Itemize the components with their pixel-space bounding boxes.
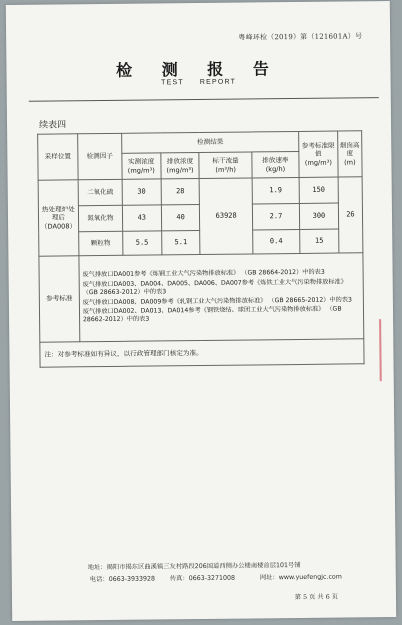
subtitle-word-test: TEST — [161, 79, 184, 87]
emission-cell: 40 — [161, 205, 200, 231]
factor-cell: 氮氧化物 — [78, 205, 122, 231]
header-stack-height-unit: (m) — [344, 157, 356, 167]
page-title: 检 测 报 告 — [116, 59, 281, 80]
header-measured-unit: (mg/m³) — [127, 165, 155, 175]
limit-cell: 150 — [299, 177, 338, 203]
header-emission — [160, 153, 199, 179]
reference-line: 废气排放口DA008、DA009参考《轧钢工业大气污染物排放标准》 （GB 28665-2012）中的表3 — [82, 295, 352, 306]
header-flow-unit: (m³/h) — [215, 165, 237, 174]
header-stack-height — [337, 131, 362, 177]
note-row — [40, 339, 364, 367]
footer-contacts — [12, 571, 396, 584]
location-cell: 热处理炉处理后（DA008） — [38, 180, 79, 256]
measured-cell: 43 — [122, 205, 161, 231]
header-flow-label: 标干流量 — [212, 156, 239, 166]
reference-line: 废气排放口DA003、DA004、DA005、DA006、DA007参考《炼铁工业大气污染物排放标准》 （GB 28663-2012）中的表3 — [82, 278, 347, 297]
limit-cell: 300 — [299, 203, 338, 229]
header-flow — [199, 152, 252, 179]
header-results: 检测结果 — [122, 131, 299, 153]
table-caption: 续表四 — [38, 120, 67, 131]
table-row — [38, 177, 362, 206]
footer-address: 地址：揭阳市揭东区曲溪镇三友村路段206国道西侧办公楼南楼首层101号铺 — [87, 561, 301, 572]
limit-cell: 15 — [300, 229, 339, 253]
emission-cell: 5.1 — [161, 231, 200, 255]
note-text: 注：对参考标准如有异议，以行政管理部门核定为准。 — [40, 339, 364, 367]
flow-cell: 63928 — [200, 178, 253, 255]
rate-cell: 1.9 — [252, 177, 299, 203]
report-number: 粤峰环检（2019）第（121601A）号 — [238, 32, 363, 42]
header-emission-label: 排放浓度 — [166, 157, 194, 166]
title-divider — [29, 97, 379, 102]
emission-cell: 28 — [161, 179, 200, 205]
reference-label: 参考标准 — [39, 256, 80, 342]
footer-phone: 电话：0663-3933928 — [89, 575, 156, 584]
header-factor: 检测因子 — [77, 133, 122, 179]
measured-cell: 30 — [122, 179, 161, 205]
header-row — [38, 131, 362, 154]
results-table — [37, 130, 364, 367]
seal-stamp — [379, 319, 394, 381]
header-rate-label: 排放速率 — [262, 156, 289, 165]
measured-cell: 5.5 — [123, 231, 162, 255]
header-rate-unit: (kg/h) — [265, 164, 286, 173]
rate-cell: 0.4 — [253, 229, 300, 253]
header-ref-limit-label: 参考标准限值 — [301, 141, 335, 159]
header-location: 采样位置 — [38, 134, 78, 180]
header-measured-label: 实测浓度 — [127, 157, 155, 167]
header-measured — [122, 153, 161, 179]
header-ref-limit-unit: (mg/m³) — [304, 158, 332, 167]
header-emission-unit: (mg/m³) — [166, 165, 194, 174]
reference-line: 废气排放口DA001参考《炼钢工业大气污染物排放标准》 （GB 28664-2012）中的表3 — [82, 269, 325, 279]
reference-row — [39, 253, 364, 342]
factor-cell: 颗粒物 — [79, 231, 123, 255]
header-stack-height-label: 烟囱高度 — [339, 141, 360, 158]
rate-cell: 2.7 — [252, 203, 299, 229]
reference-line: 废气排放口DA002、DA013、DA014参考《钢铁烧结、球团工业大气污染物排放标准》 （GB 28662-2012）中的表3 — [82, 305, 342, 324]
header-rate — [252, 151, 299, 177]
factor-cell: 二氧化硫 — [78, 179, 122, 205]
footer-fax: 传真：0663-3271008 — [169, 574, 236, 583]
header-ref-limit — [299, 131, 338, 177]
report-page — [6, 1, 396, 621]
page-number: 第 5 页 共 6 页 — [294, 593, 339, 602]
subtitle-word-report: REPORT — [199, 78, 237, 86]
footer-website: 网址：www.yuefengjc.com — [259, 573, 342, 582]
reference-text — [79, 253, 364, 342]
height-cell: 26 — [338, 177, 363, 253]
